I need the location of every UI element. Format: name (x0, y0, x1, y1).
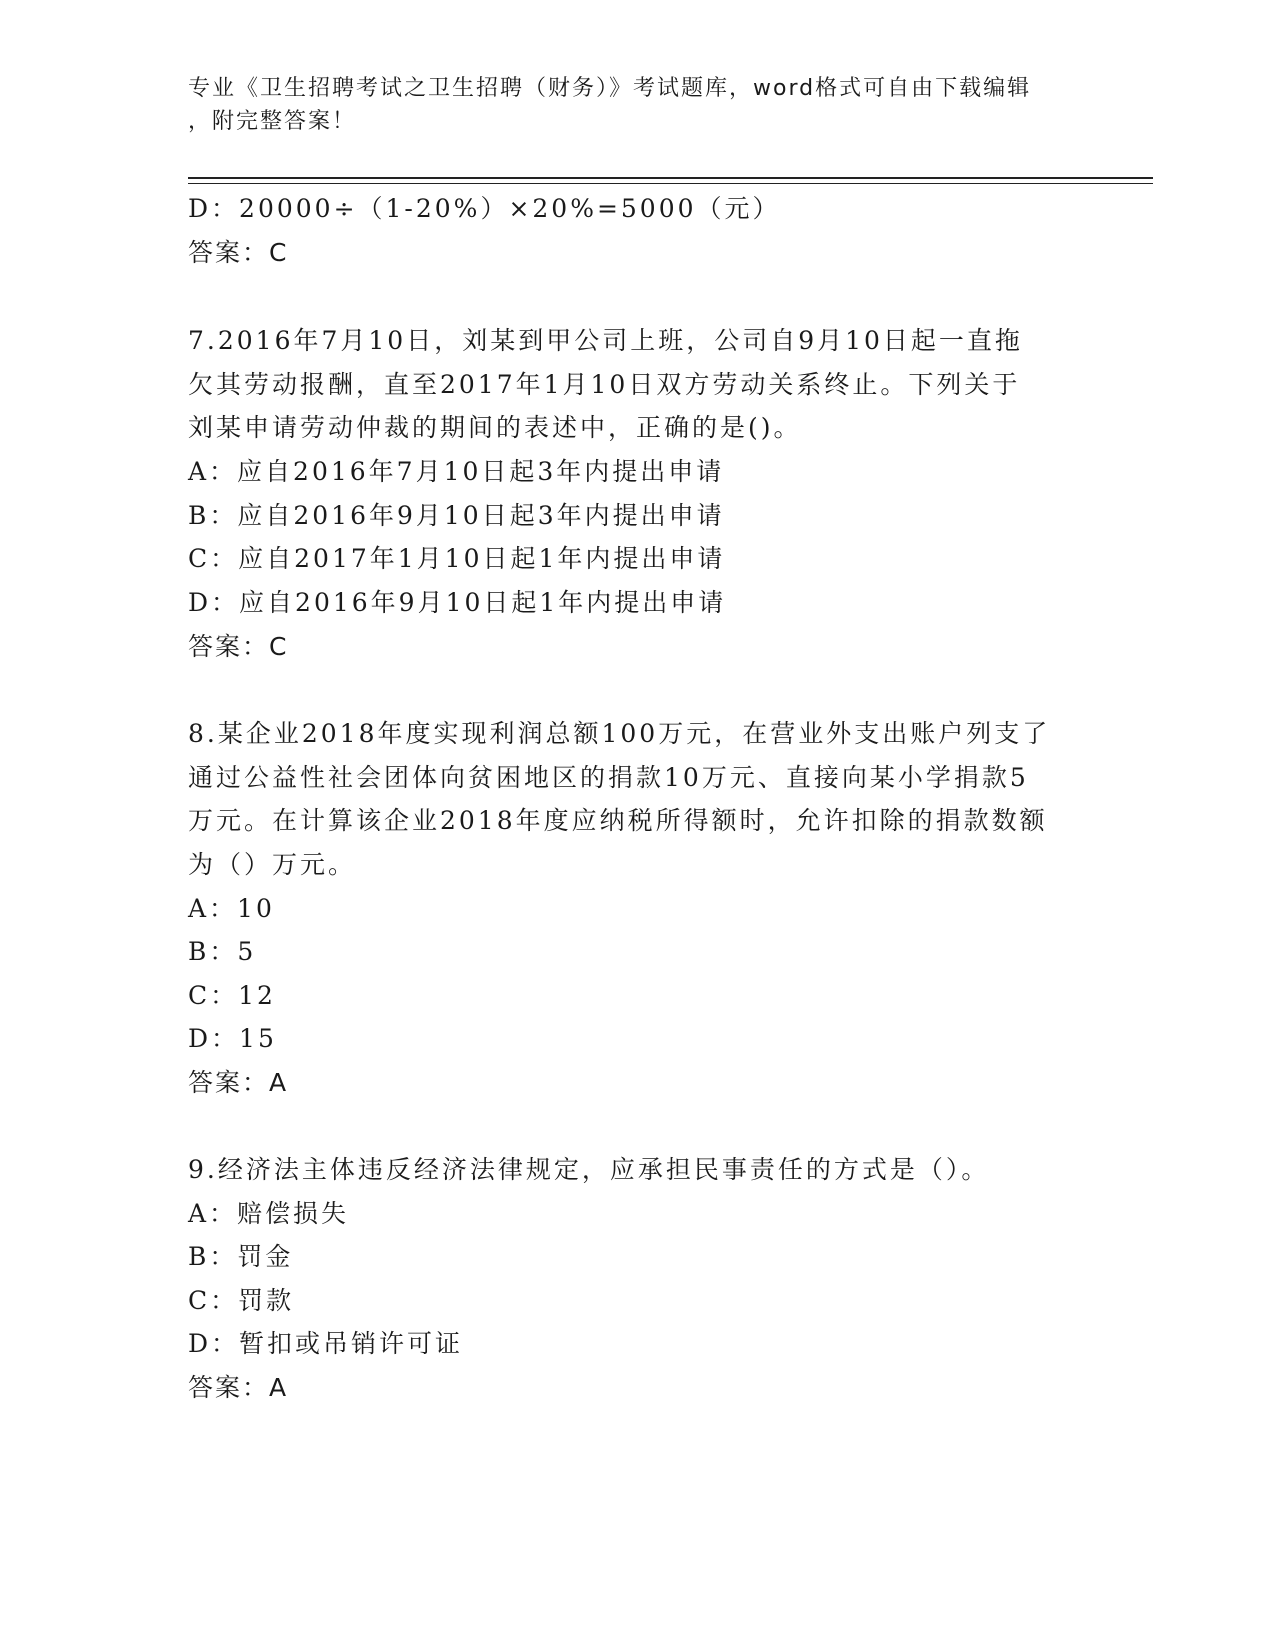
q7-option-c: C：应自2017年1月10日起1年内提出申请 (188, 544, 726, 573)
q7-option-b: B：应自2016年9月10日起3年内提出申请 (188, 501, 725, 530)
q8-stem-line-3: 万元。在计算该企业2018年度应纳税所得额时，允许扣除的捐款数额 (188, 806, 1048, 835)
q9-option-a: A：赔偿损失 (188, 1199, 350, 1228)
prev-option-d: D：20000÷（1-20%）×20%=5000（元） (188, 194, 781, 223)
q9-option-d: D：暂扣或吊销许可证 (188, 1329, 464, 1358)
q7-stem-line-3: 刘某申请劳动仲裁的期间的表述中，正确的是()。 (188, 413, 802, 442)
q8-answer: 答案：A (188, 1068, 289, 1097)
q7-option-a: A：应自2016年7月10日起3年内提出申请 (188, 457, 725, 486)
q9-answer: 答案：A (188, 1373, 289, 1402)
q8-option-d: D：15 (188, 1024, 277, 1053)
header-line-1: 专业《卫生招聘考试之卫生招聘（财务）》考试题库，word格式可自由下载编辑 (188, 76, 1032, 101)
q8-stem-line-4: 为（）万元。 (188, 850, 357, 879)
q8-option-c: C：12 (188, 981, 276, 1010)
q7-option-d: D：应自2016年9月10日起1年内提出申请 (188, 588, 727, 617)
q7-stem-line-1: 7.2016年7月10日，刘某到甲公司上班，公司自9月10日起一直拖 (188, 326, 1023, 355)
q8-stem-line-2: 通过公益性社会团体向贫困地区的捐款10万元、直接向某小学捐款5 (188, 763, 1029, 792)
q9-option-b: B：罚金 (188, 1242, 294, 1271)
q8-stem-line-1: 8.某企业2018年度实现利润总额100万元，在营业外支出账户列支了 (188, 719, 1051, 748)
header-divider-thin (188, 183, 1153, 184)
q9-option-c: C：罚款 (188, 1286, 295, 1315)
header-divider-thick (188, 177, 1153, 179)
q8-option-a: A：10 (188, 894, 275, 923)
q9-stem-line-1: 9.经济法主体违反经济法律规定，应承担民事责任的方式是（）。 (188, 1155, 990, 1184)
document-header (188, 72, 1068, 138)
q7-stem-line-2: 欠其劳动报酬，直至2017年1月10日双方劳动关系终止。下列关于 (188, 370, 1021, 399)
q7-answer: 答案：C (188, 632, 289, 661)
q8-option-b: B：5 (188, 937, 257, 966)
prev-answer: 答案：C (188, 238, 289, 267)
header-line-2: ，附完整答案！ (188, 109, 357, 134)
